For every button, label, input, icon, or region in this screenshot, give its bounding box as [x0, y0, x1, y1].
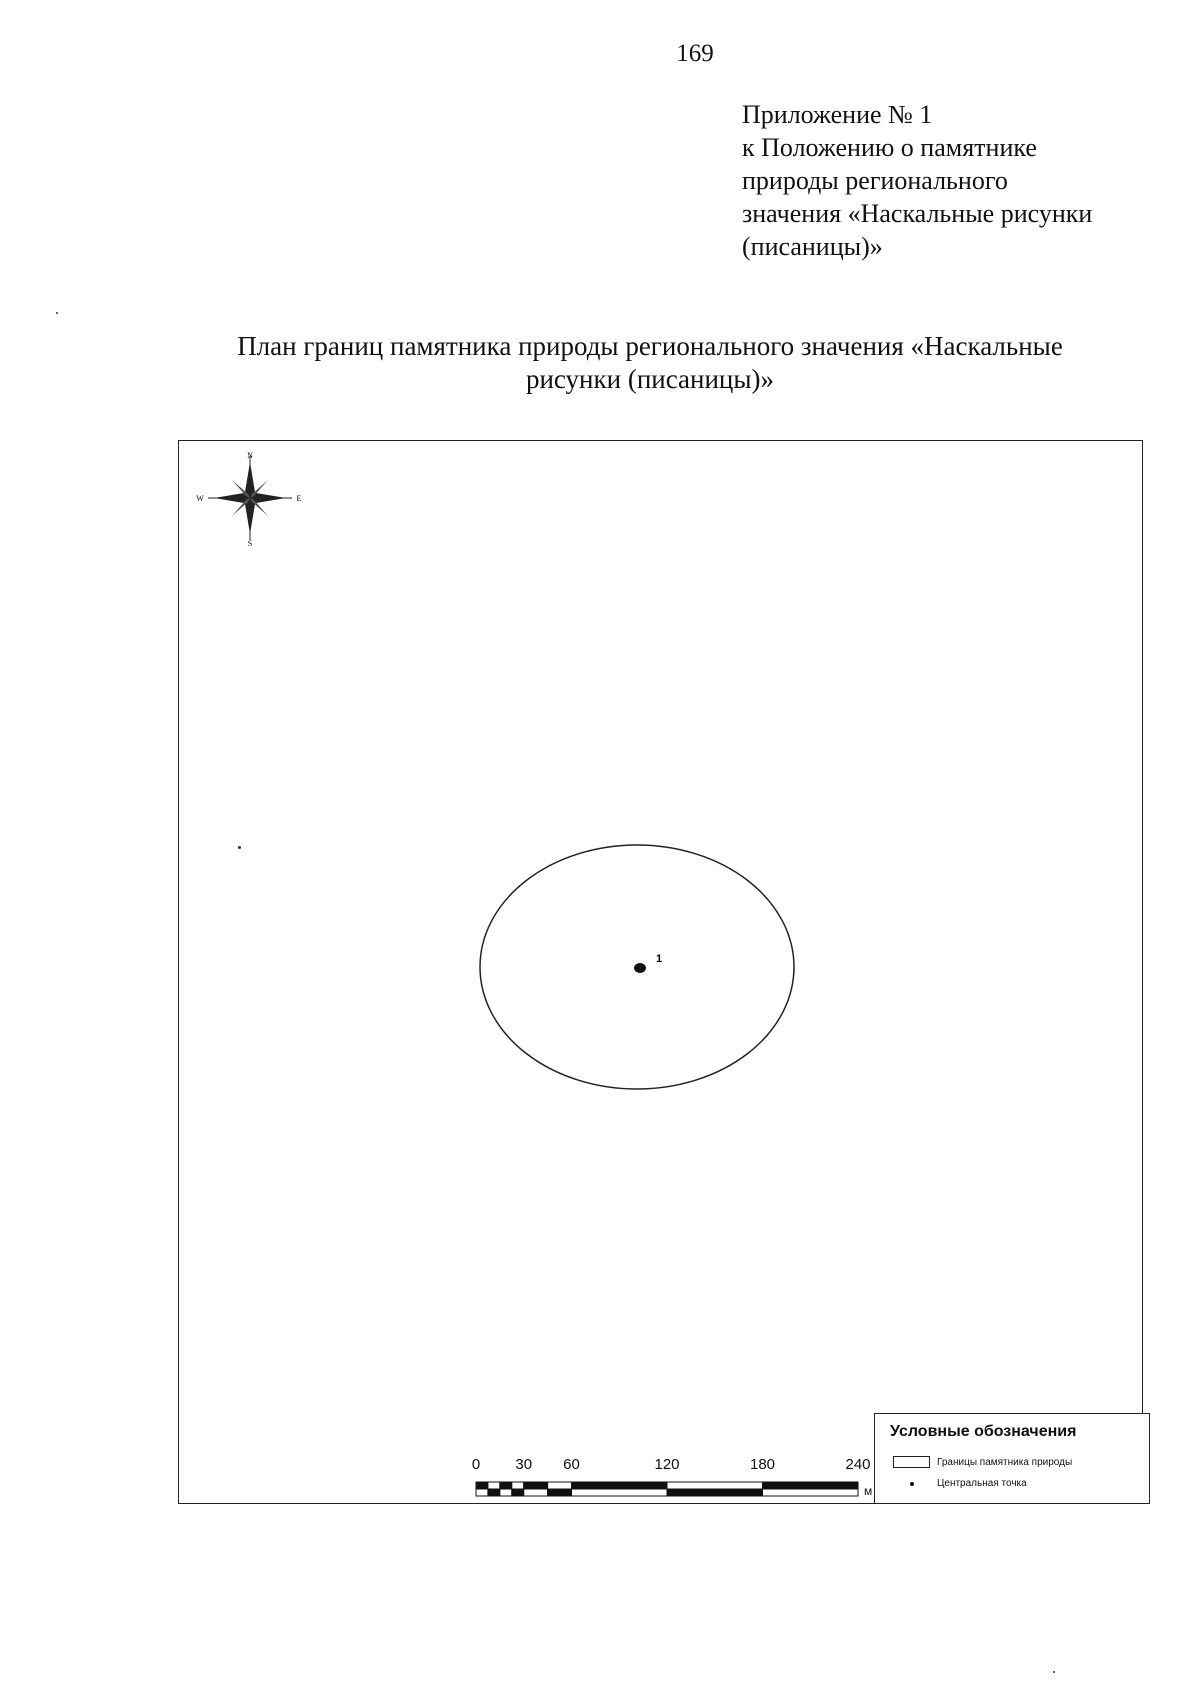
scale-segment: [763, 1489, 859, 1496]
appendix-line: природы регионального: [742, 166, 1008, 195]
compass-label-n: N: [247, 451, 253, 460]
scale-segment: [548, 1489, 572, 1496]
central-point: [634, 963, 646, 973]
point-symbol-icon: [910, 1482, 914, 1486]
scale-bar: [472, 1456, 872, 1498]
scale-segment: [488, 1482, 500, 1489]
scale-segment: [512, 1489, 524, 1496]
page-number: 169: [676, 40, 714, 67]
scale-segment: [763, 1482, 859, 1489]
boundary-swatch-icon: [893, 1456, 930, 1468]
legend-item-label: Центральная точка: [937, 1478, 1027, 1489]
scale-segment: [500, 1482, 512, 1489]
plan-title-line: План границ памятника природы регионального значения «Наскальные: [237, 331, 1063, 361]
scale-tick-label: 0: [471, 1456, 481, 1473]
legend-item-boundary: [893, 1456, 1072, 1468]
compass-label-w: W: [196, 494, 204, 503]
legend-item-point: [893, 1478, 1027, 1489]
compass-label-s: S: [247, 539, 253, 548]
scale-tick-label: 30: [515, 1456, 533, 1473]
scale-segment: [667, 1482, 763, 1489]
compass-label-e: E: [296, 494, 302, 503]
scale-tick-label: 60: [563, 1456, 580, 1473]
scale-segment: [548, 1482, 572, 1489]
scale-tick-label: 180: [749, 1456, 776, 1473]
scale-unit-label: м: [864, 1484, 873, 1498]
appendix-line: к Положению о памятнике: [742, 133, 1037, 162]
scale-segment: [572, 1482, 668, 1489]
scale-segment: [476, 1489, 488, 1496]
scale-segment: [572, 1489, 668, 1496]
appendix-line: (писаницы)»: [742, 232, 883, 261]
scale-segment: [500, 1489, 512, 1496]
plan-title-line: рисунки (писаницы)»: [525, 364, 774, 394]
scale-segment: [524, 1482, 548, 1489]
scale-tick-label: 240: [845, 1456, 871, 1473]
legend-item-label: Границы памятника природы: [937, 1456, 1073, 1468]
scale-segment: [512, 1482, 524, 1489]
central-point-label: 1: [656, 953, 663, 965]
appendix-line: Приложение № 1: [742, 100, 933, 129]
legend-title: Условные обозначения: [890, 1423, 1077, 1440]
scale-tick-label: 120: [654, 1456, 680, 1473]
map-legend: [874, 1413, 1150, 1504]
scale-segment: [524, 1489, 548, 1496]
scale-segment: [476, 1482, 488, 1489]
compass-rose-icon: [196, 451, 301, 548]
scale-segment: [667, 1489, 763, 1496]
scale-segment: [488, 1489, 500, 1496]
appendix-line: значения «Наскальные рисунки: [742, 199, 1093, 228]
